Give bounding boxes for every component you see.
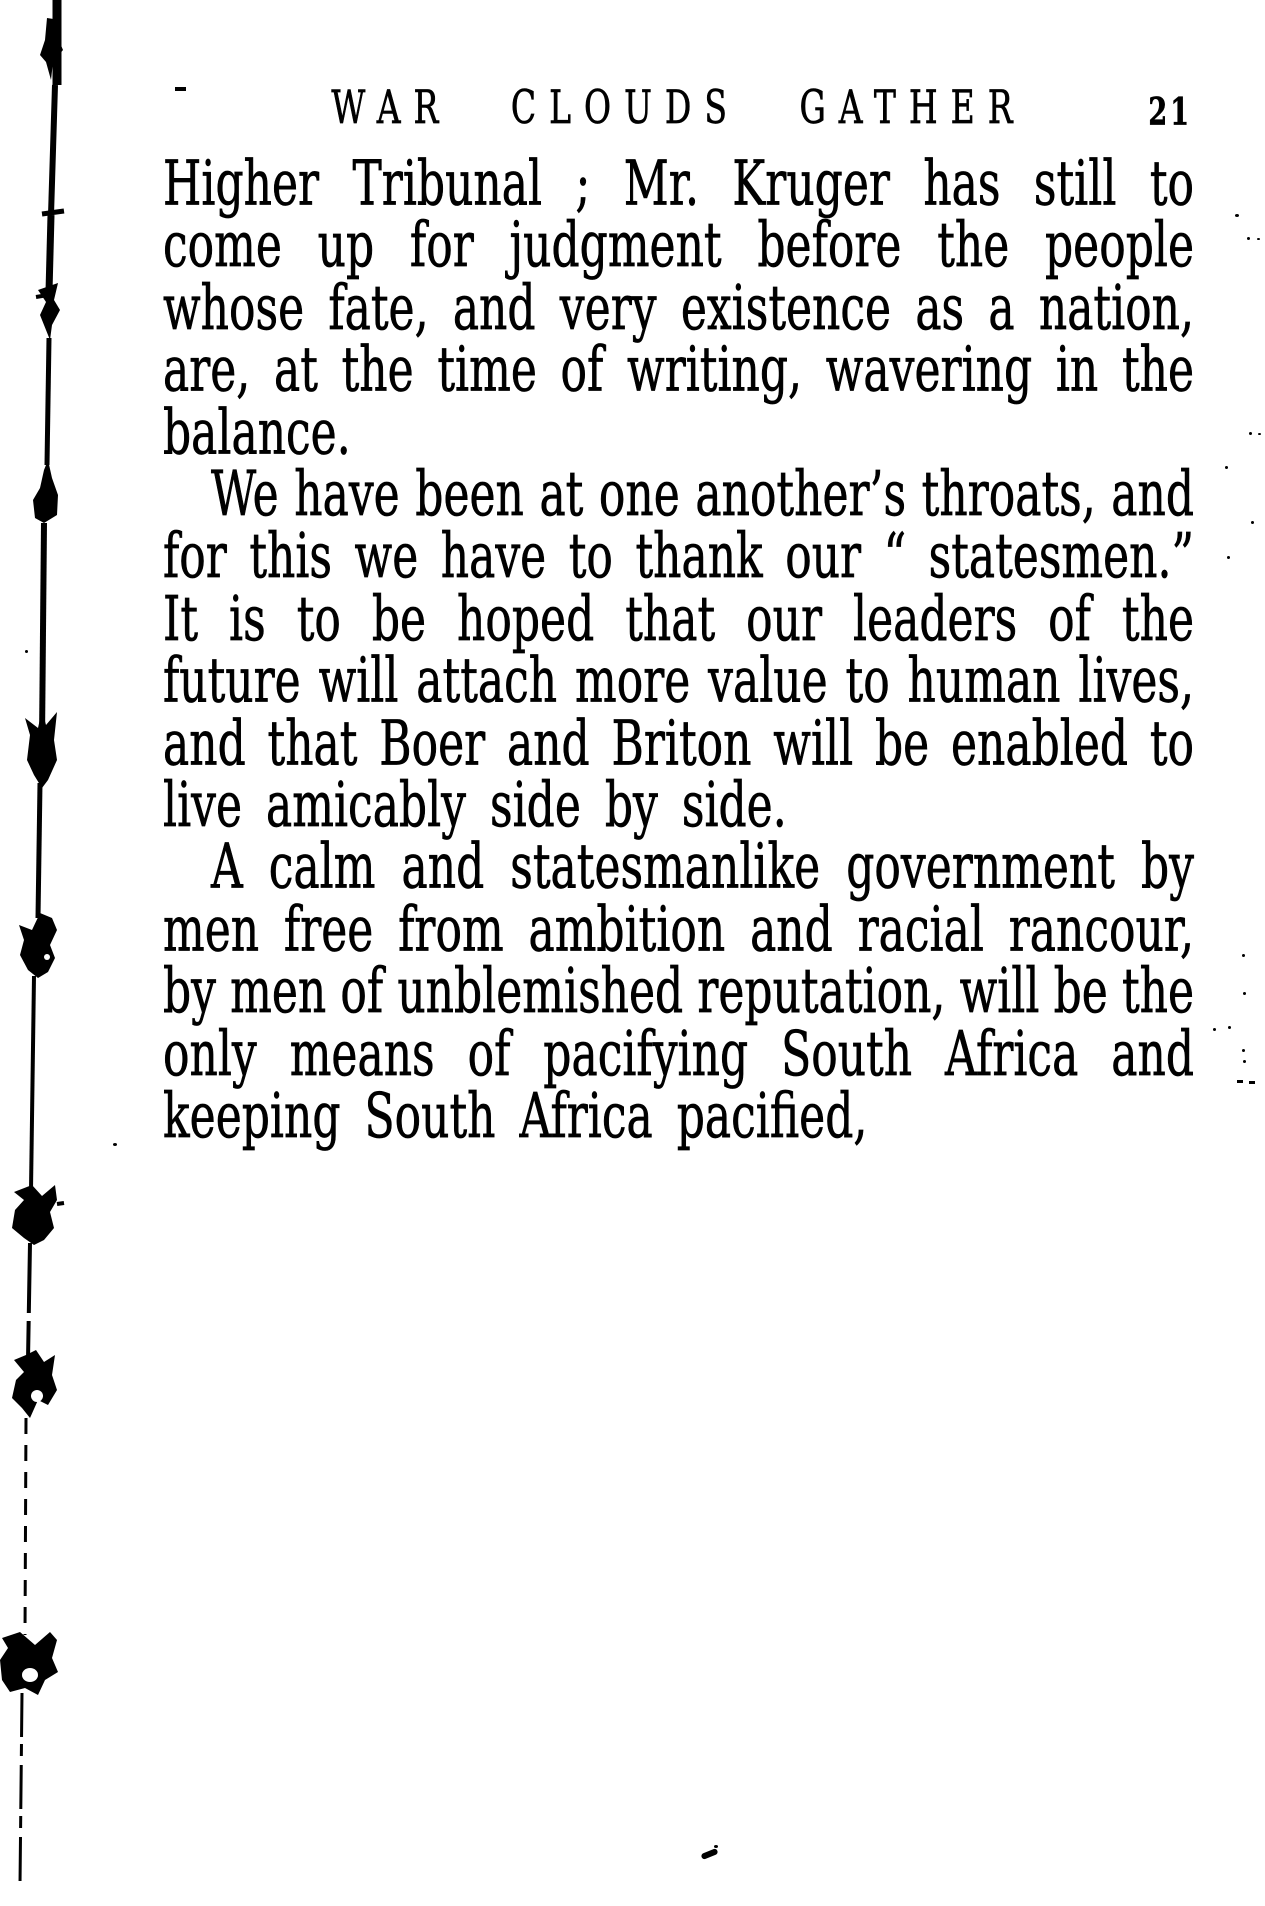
text-line: only means of pacifying South Africa and (163, 1018, 1194, 1090)
running-header-title: WAR CLOUDS GATHER (331, 79, 1026, 135)
ink-speck (1225, 466, 1228, 469)
paragraph (163, 459, 1194, 842)
text-line: men free from ambition and racial rancour, (163, 894, 1194, 966)
paragraph (163, 832, 1194, 1153)
text-line: by men of unblemished reputation, will be the (163, 956, 1194, 1028)
text-line: live amicably side by side. (163, 769, 787, 842)
ink-speck (1251, 521, 1254, 524)
text-column (163, 79, 1194, 1153)
text-line: whose fate, and very existence as a nation, (163, 272, 1194, 345)
text-line: for this we have to thank our “ statesmen.” (163, 521, 1194, 593)
ink-speck (1243, 1060, 1246, 1063)
ink-speck (1243, 992, 1246, 995)
ink-speck (1237, 1080, 1243, 1083)
text-line: and that Boer and Briton will be enabled to (163, 707, 1194, 780)
text-line: come up for judgment before the people (163, 210, 1194, 282)
ink-speck (1249, 1081, 1255, 1084)
ink-speck (1249, 432, 1252, 435)
text-line: balance. (163, 396, 351, 469)
text-line: keeping South Africa pacified, (163, 1080, 868, 1153)
ink-speck (1247, 237, 1250, 240)
ink-speck (1213, 1028, 1216, 1031)
ink-speck (1258, 433, 1261, 435)
text-line: Higher Tribunal ; Mr. Kruger has still to (163, 148, 1194, 220)
ink-speck (1257, 238, 1260, 240)
ink-speck (700, 1848, 718, 1860)
binding-artifact (0, 0, 120, 1906)
ink-speck (1235, 214, 1239, 217)
text-line: future will attach more value to human lives, (163, 645, 1194, 717)
ink-speck (175, 87, 186, 91)
text-line: are, at the time of writing, wavering in the (163, 334, 1194, 407)
paragraph (163, 148, 1194, 469)
ink-speck (1242, 1049, 1245, 1052)
text-line: We have been at one another’s throats, and (211, 459, 1194, 531)
page-number: 21 (1148, 91, 1192, 135)
ink-speck (714, 1845, 718, 1848)
ink-speck (25, 650, 28, 653)
ink-speck (1227, 556, 1230, 559)
text-line: It is to be hoped that our leaders of the (163, 583, 1194, 655)
body-text (163, 132, 1194, 1153)
ink-speck (1228, 1026, 1231, 1029)
running-header-row (163, 79, 1194, 135)
ink-speck (113, 1143, 117, 1146)
text-line: A calm and statesmanlike government by (211, 832, 1194, 904)
ink-speck (1242, 954, 1245, 957)
